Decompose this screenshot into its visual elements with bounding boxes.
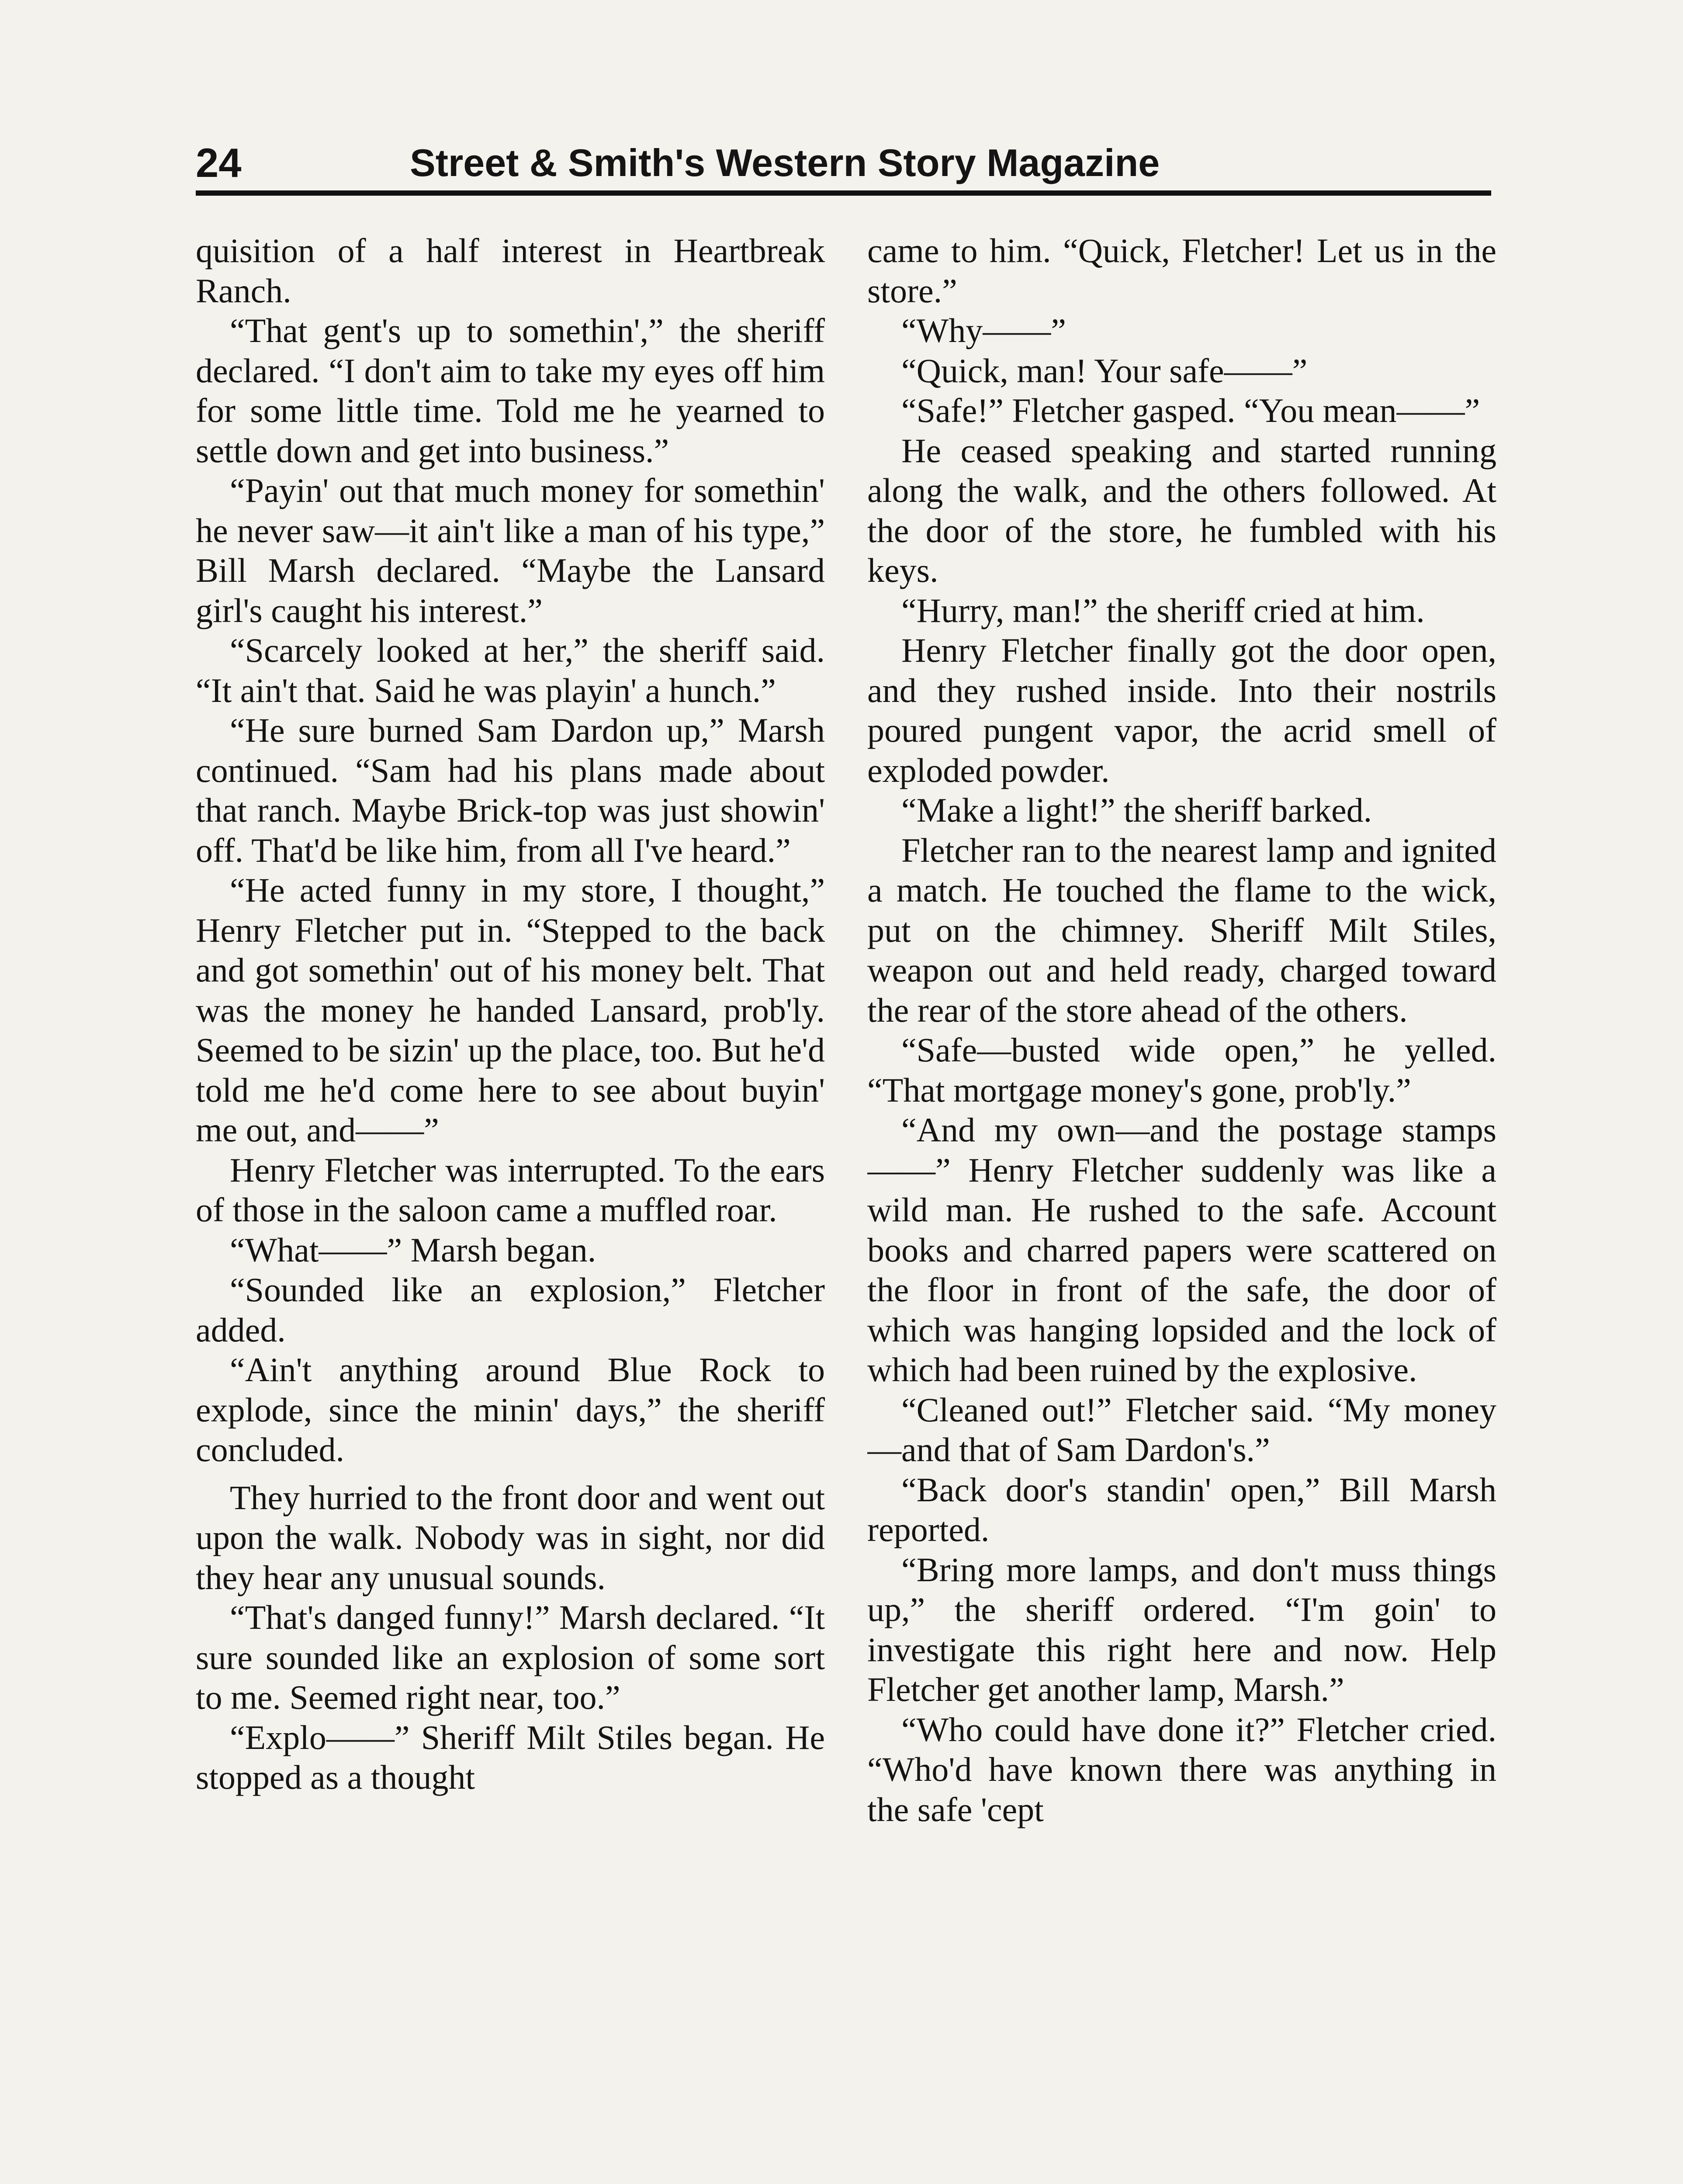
paragraph: Fletcher ran to the nearest lamp and ignited a match. He touched the flame to the wick, put on the chimney. Sheriff Milt Stiles, weapon out and held ready, charged toward the rear of the store ahead of the others.: [867, 831, 1496, 1029]
paragraph: “Back door's standin' open,” Bill Marsh reported.: [867, 1470, 1496, 1548]
paragraph: “Safe!” Fletcher gasped. “You mean——”: [901, 391, 1480, 429]
paragraph: He ceased speaking and started running along the walk, and the others followed. At the door of the store, he fumbled with his keys.: [867, 431, 1496, 589]
paragraph: “Payin' out that much money for somethin' he never saw—it ain't like a man of his type,” Bill Marsh declared. “Maybe the Lansard girl's caught his interest.”: [196, 471, 825, 629]
paragraph: Henry Fletcher was interrupted. To the ears of those in the saloon came a muffled roar.: [196, 1151, 825, 1229]
paragraph: “That gent's up to somethin',” the sheriff declared. “I don't aim to take my eyes off him for some little time. Told me he yearned to settle down and get into business.”: [196, 311, 825, 470]
paragraph: “Make a light!” the sheriff barked.: [901, 791, 1372, 829]
page-number: 24: [196, 140, 242, 186]
paragraph: “What——” Marsh began.: [230, 1230, 596, 1269]
page-header: [196, 139, 1491, 196]
paragraph: “Quick, man! Your safe——”: [901, 351, 1308, 390]
paragraph: “Cleaned out!” Fletcher said. “My money—and that of Sam Dardon's.”: [867, 1390, 1496, 1469]
paragraph: “Who could have done it?” Fletcher cried. “Who'd have known there was anything in the safe 'cept: [867, 1710, 1496, 1828]
paragraph: “Hurry, man!” the sheriff cried at him.: [901, 591, 1425, 629]
paragraph: “Why——”: [901, 311, 1066, 349]
paragraph: They hurried to the front door and went out upon the walk. Nobody was in sight, nor did they hear any unusual sounds.: [196, 1478, 825, 1597]
paragraph: “He sure burned Sam Dardon up,” Marsh continued. “Sam had his plans made about that ranch. Maybe Brick-top was just showin' off. That'd be like him, from all I've heard.”: [196, 711, 825, 869]
header-rule: [196, 190, 1491, 196]
paragraph: “Sounded like an explosion,” Fletcher added.: [196, 1271, 825, 1349]
paragraph: “Bring more lamps, and don't muss things up,” the sheriff ordered. “I'm goin' to investigate this right here and now. Help Fletcher get another lamp, Marsh.”: [867, 1550, 1496, 1708]
paragraph: “And my own—and the postage stamps——” Henry Fletcher suddenly was like a wild man. He rushed to the safe. Account books and charred papers were scattered on the floor in front of the safe, the door of which was hanging lopsided and the lock of which had been ruined by the explosive.: [867, 1111, 1496, 1389]
running-title: Street & Smith's Western Story Magazine: [410, 141, 1160, 184]
paragraph: “Safe—busted wide open,” he yelled. “That mortgage money's gone, prob'ly.”: [867, 1031, 1496, 1109]
left-column: [196, 231, 825, 2184]
paragraph: “Scarcely looked at her,” the sheriff said. “It ain't that. Said he was playin' a hunch.”: [196, 631, 825, 709]
paragraph: came to him. “Quick, Fletcher! Let us in the store.”: [867, 232, 1496, 310]
paragraph: “He acted funny in my store, I thought,” Henry Fletcher put in. “Stepped to the back and got somethin' out of his money belt. That was the money he handed Lansard, prob'ly. Seemed to be sizin' up the place, too. But he'd told me he'd come here to see about buyin' me out, and——”: [196, 871, 825, 1149]
right-column: [867, 231, 1496, 2184]
paragraph: Henry Fletcher finally got the door open, and they rushed inside. Into their nostrils poured pungent vapor, the acrid smell of exploded powder.: [867, 631, 1496, 789]
paragraph: “Ain't anything around Blue Rock to explode, since the minin' days,” the sheriff concluded.: [196, 1351, 825, 1469]
paragraph: “Explo——” Sheriff Milt Stiles began. He stopped as a thought: [196, 1718, 825, 1796]
paragraph: quisition of a half interest in Heartbreak Ranch.: [196, 232, 825, 310]
paragraph: “That's danged funny!” Marsh declared. “It sure sounded like an explosion of some sort to me. Seemed right near, too.”: [196, 1598, 825, 1716]
